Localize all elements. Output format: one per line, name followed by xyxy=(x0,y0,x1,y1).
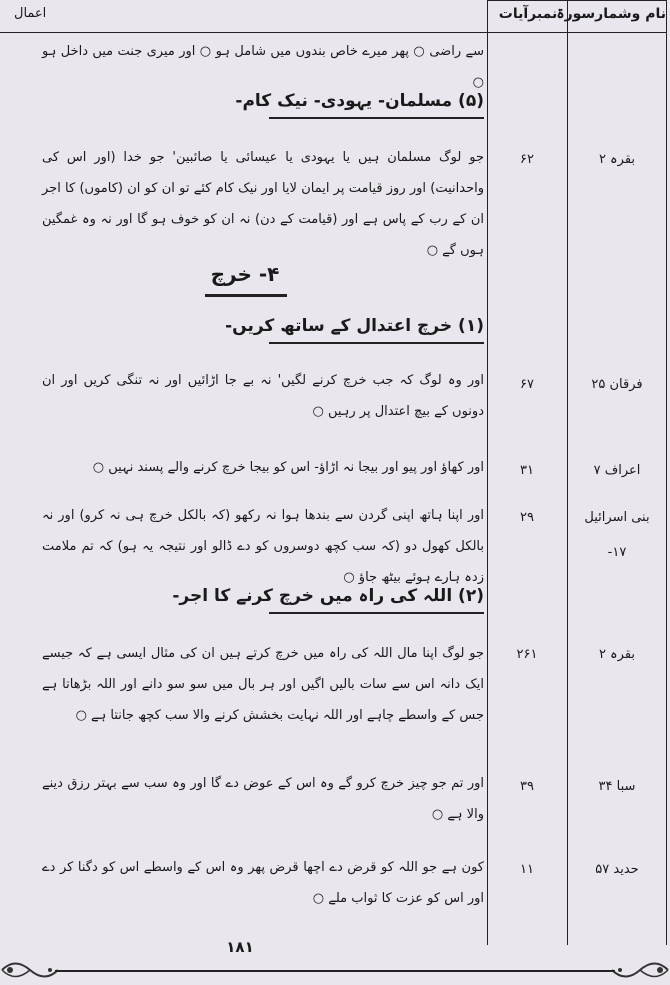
section-title-2-text: (۲) اللہ کی راہ میں خرچ کرنے کا اجر- xyxy=(172,586,484,606)
header-page-label: اعمال xyxy=(14,6,47,21)
section-title-5-text: (۵) مسلمان- یہودی- نیک کام- xyxy=(235,91,484,111)
section-title-5 xyxy=(235,90,484,111)
entry-5-ayah: ۲۶۱ xyxy=(516,647,538,662)
page-number: ۱۸۱ xyxy=(226,938,254,956)
entry-2-text: اور وہ لوگ کہ جب خرچ کرنے لگیں' نہ بے جا اڑائیں اور نہ تنگی کریں اور ان دونوں کے بیچ اعتدال پر رہیں ○ xyxy=(42,373,484,419)
entry-1-surah: بقرہ ۲ xyxy=(598,152,636,167)
chapter-heading-4-text: ۴- خرچ xyxy=(210,262,280,286)
frame-line-outer-right xyxy=(666,0,667,945)
entry-4-ayah: ۲۹ xyxy=(520,510,534,525)
entry-3-ayah: ۳۱ xyxy=(520,463,534,478)
entry-6-ayah: ۳۹ xyxy=(520,779,534,794)
section-title-2-underline xyxy=(269,612,484,614)
chapter-heading-4-underline xyxy=(205,294,287,297)
entry-3-text: اور کھاؤ اور پیو اور بیجا نہ اڑاؤ- اس کو بیجا خرچ کرنے والے پسند نہیں ○ xyxy=(92,460,484,475)
entry-4-text: اور اپنا ہاتھ اپنی گردن سے بندھا ہوا نہ رکھو (کہ بالکل خرچ ہی نہ کرو) اور نہ بالکل کھول دو (کہ سب کچھ دوسروں کو دے ڈالو اور نتیجہ یہ ہو) کہ تم ملامت زدہ ہارے ہوئے بیٹھ جاؤ ○ xyxy=(42,508,484,585)
header-underline xyxy=(0,32,667,33)
section-title-5-underline xyxy=(269,117,484,119)
entry-2-surah: فرقان ۲۵ xyxy=(591,377,643,392)
entry-7-text: کون ہے جو اللہ کو قرض دے اچھا قرض پھر وہ اس کے واسطے اس کو دگنا کر دے اور اس کو عزت کا ثواب ملے ○ xyxy=(42,860,484,906)
ornament-left-icon xyxy=(0,955,60,985)
chapter-heading-4 xyxy=(200,262,290,286)
section-title-1-underline xyxy=(269,342,484,344)
entry-5-text: جو لوگ اپنا مال اللہ کی راہ میں خرچ کرتے ہیں ان کی مثال ایسی ہے کہ جیسے ایک دانہ اس سے سات بالیں اگیں اور ہر بال میں سو سو دانے اور اللہ بڑھاتا ہے جس کے واسطے چاہے اور اللہ نہایت بخشش کرنے والا سب کچھ جانتا ہے ○ xyxy=(42,646,484,723)
section-title-1 xyxy=(225,315,484,336)
header-ayah-column: نمبرآیات xyxy=(498,6,558,22)
entry-7-ayah: ۱۱ xyxy=(520,862,534,877)
entry-1-ayah: ۶۲ xyxy=(520,152,534,167)
header-surah-column: نام وشمارسورۃ xyxy=(556,6,666,22)
entry-2-ayah: ۶۷ xyxy=(520,377,534,392)
entry-6-text: اور تم جو چیز خرچ کرو گے وہ اس کے عوض دے گا اور وہ سب سے بہتر رزق دینے والا ہے ○ xyxy=(42,776,484,822)
section-title-1-text: (۱) خرچ اعتدال کے ساتھ کریں- xyxy=(225,316,484,336)
entry-4-surah-number: ۱۷- xyxy=(607,545,627,560)
entry-1-text: جو لوگ مسلمان ہیں یا یہودی یا عیسائی یا صائبین' جو خدا (اور اس کی واحدانیت) اور روز قیامت پر ایمان لایا اور نیک کام کئے تو ان کو ان (کاموں) کا اجر ان کے رب کے پاس ہے اور (قیامت کے دن) نہ ان کو خوف ہو گا اور نہ وہ غمگین ہوں گے ○ xyxy=(42,150,484,258)
ornament-right-icon xyxy=(610,955,670,985)
entry-6-surah: سبا ۳۴ xyxy=(598,779,636,794)
continuation-text: سے راضی ○ پھر میرے خاص بندوں میں شامل ہو ○ اور میری جنت میں داخل ہو ○ xyxy=(42,44,484,90)
frame-line-top xyxy=(487,0,667,1)
entry-3-surah: اعراف ۷ xyxy=(593,463,641,478)
section-title-2 xyxy=(172,585,484,606)
entry-7-surah: حدید ۵۷ xyxy=(595,862,639,877)
entry-5-surah: بقرہ ۲ xyxy=(598,647,636,662)
bottom-border-line xyxy=(55,970,615,972)
entry-4-surah: بنی اسرائیل xyxy=(584,510,650,525)
